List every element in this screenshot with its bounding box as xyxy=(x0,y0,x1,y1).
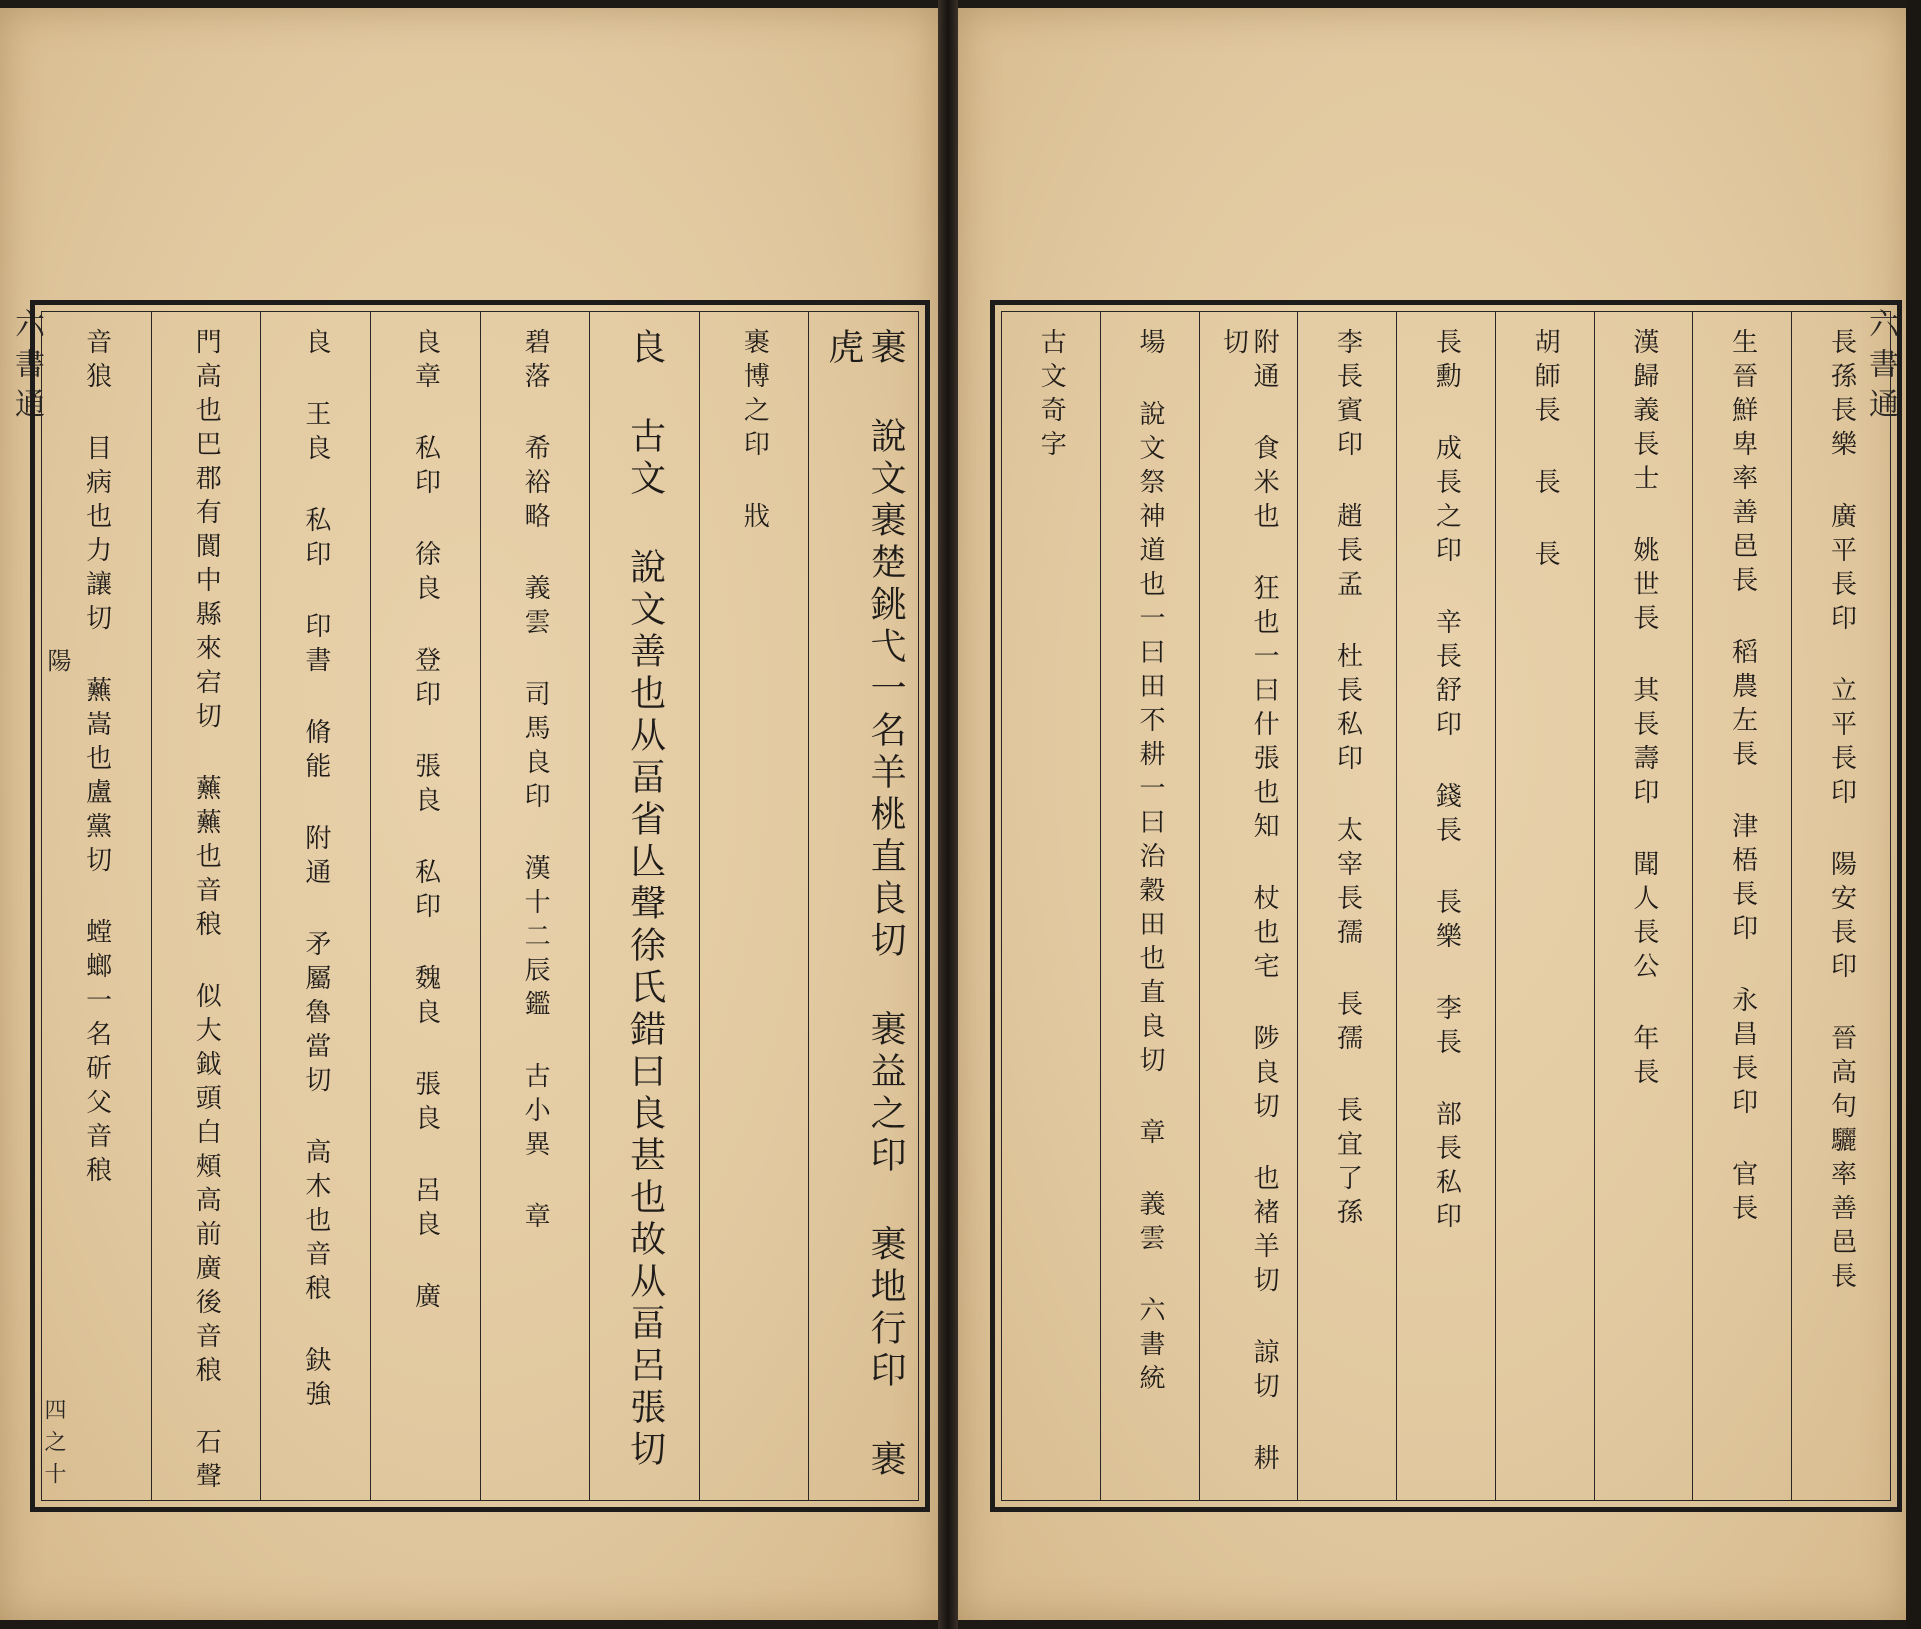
text-column: 門高也巴郡有閬中縣來宕切 䖄䖄也音稂 似大鉞頭白頰高前廣後音稂 石聲 xyxy=(151,312,261,1500)
text-column: 場 說文祭神道也一曰田不耕一曰治穀田也直良切 章 義雲 六書統 xyxy=(1100,312,1199,1500)
right-columns xyxy=(1002,312,1890,1500)
left-text-frame xyxy=(30,300,930,1512)
left-running-title: 六書通 xyxy=(9,308,44,428)
text-column: 附通 食米也 狂也一曰什張也知 杖也宅 陟良切 也褚羊切 諒切 耕切 xyxy=(1199,312,1298,1500)
text-column: 碧落 希裕略 義雲 司馬良印 漢十二辰鑑 古小異 章 xyxy=(480,312,590,1500)
text-column: 生晉鮮卑率善邑長 稻農左長 津梧長印 永昌長印 官長 xyxy=(1692,312,1791,1500)
right-running-title: 六書通 xyxy=(1863,308,1898,428)
text-column: 裹博之印 戕 xyxy=(699,312,809,1500)
text-column: 長勳 成長之印 辛長舒印 錢長 長樂 李長 部長私印 xyxy=(1396,312,1495,1500)
right-text-frame xyxy=(990,300,1902,1512)
left-folio: 四之十 xyxy=(41,1398,66,1494)
book-gutter xyxy=(938,0,958,1629)
text-column: 長孫長樂 廣平長印 立平長印 陽安長印 晉高句驪率善邑長 xyxy=(1791,312,1890,1500)
text-column: 漢歸義長士 姚世長 其長壽印 聞人長公 年長 xyxy=(1594,312,1693,1500)
left-columns xyxy=(42,312,918,1500)
left-section-label: 陽 xyxy=(43,648,71,682)
text-column: 良 王良 私印 印書 脩能 附通 矛屬魯當切 高木也音稂 鈌強 xyxy=(260,312,370,1500)
text-column: 胡師長 長 長 xyxy=(1495,312,1594,1500)
text-column: 音狼 目病也力讓切 䖄嵩也盧黨切 螳螂一名斫父音稂 xyxy=(81,328,112,1190)
text-column: 李長賓印 趙長孟 杜長私印 太宰長孺 長孺 長宜了孫 xyxy=(1297,312,1396,1500)
text-column: 良 古文 說文善也从畐省亾聲徐氏錯曰良甚也故从畐呂張切 xyxy=(589,312,699,1500)
text-column: 古文奇字 xyxy=(1036,328,1067,464)
book-edge xyxy=(1906,0,1921,1629)
text-column: 良章 私印 徐良 登印 張良 私印 魏良 張良 呂良 廣 xyxy=(370,312,480,1500)
right-page xyxy=(958,8,1906,1620)
left-page xyxy=(0,8,938,1620)
text-column: 裹 說文裹楚銚弋一名羊桃直良切 裹益之印 裹地行印 裹虎 xyxy=(808,312,918,1500)
